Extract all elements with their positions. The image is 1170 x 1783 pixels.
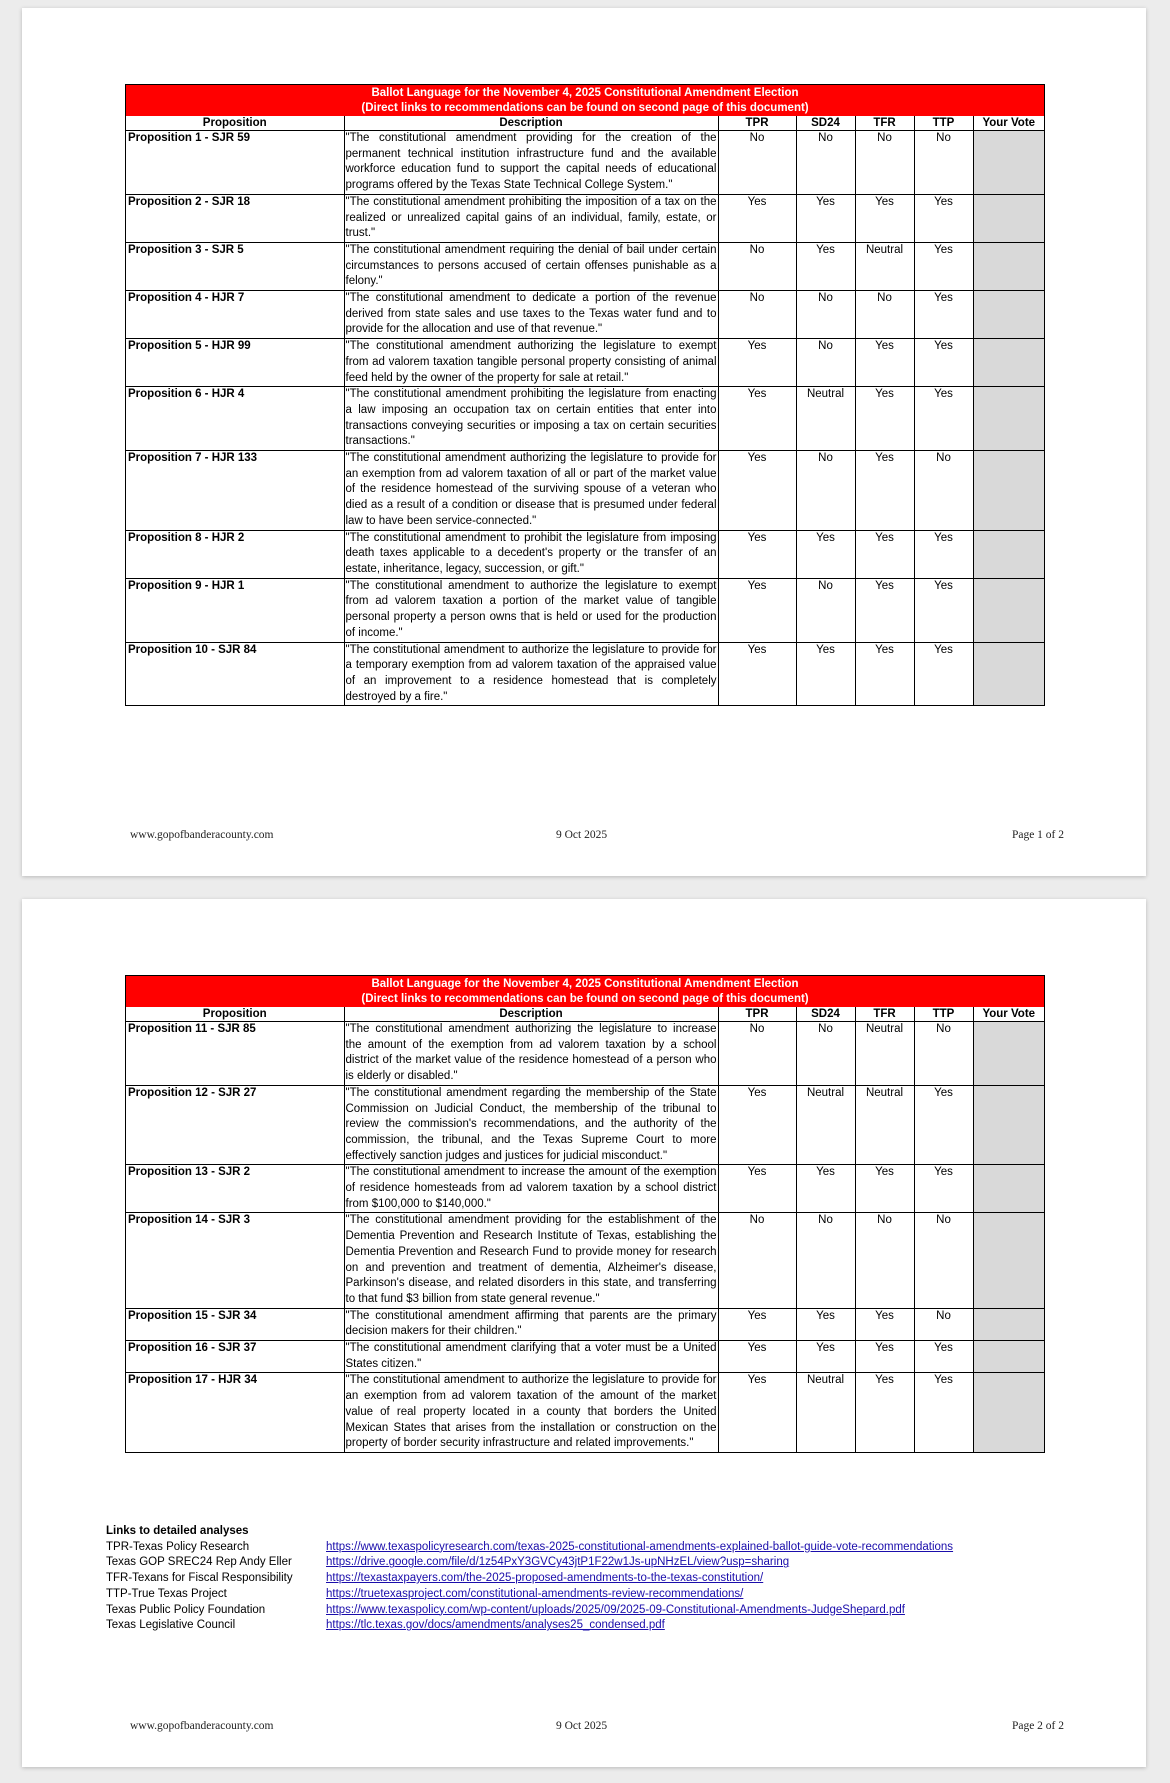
your-vote-cell[interactable]	[973, 530, 1044, 578]
description-cell: "The constitutional amendment providing for the creation of the permanent technical institution infrastructure fund and the available workforce education fund to support the capital needs of educational programs offered by the Texas State Technical College System."	[344, 131, 718, 195]
table-row	[126, 1308, 1044, 1340]
your-vote-cell[interactable]	[973, 1085, 1044, 1165]
description-cell: "The constitutional amendment to authorize the legislature to exempt from ad valorem taxation a portion of the market value of tangible personal property a person owns that is held or used for the production of income."	[344, 578, 718, 642]
sd24-cell: No	[796, 131, 855, 195]
table-row	[126, 642, 1044, 705]
your-vote-cell[interactable]	[973, 194, 1044, 242]
description-cell: "The constitutional amendment to authorize the legislature to provide for an exemption from ad valorem taxation of the amount of the market value of real property located in a county that borders the United Mexican States that arises from the installation or construction on the property of border security infrastructure and related improvements."	[344, 1373, 718, 1452]
link-label: Texas Public Policy Foundation	[106, 1603, 266, 1616]
ttp-cell: No	[914, 451, 973, 531]
your-vote-cell[interactable]	[973, 578, 1044, 642]
sd24-cell: Yes	[796, 642, 855, 705]
column-header-your-vote: Your Vote	[973, 116, 1044, 131]
proposition-cell: Proposition 1 - SJR 59	[126, 131, 344, 195]
ballot-title: Ballot Language for the November 4, 2025 Constitutional Amendment Election	[371, 87, 799, 99]
ballot-banner	[126, 976, 1044, 1007]
column-header-proposition: Proposition	[126, 116, 344, 131]
tpr-cell: No	[718, 242, 796, 290]
footer-site: www.gopofbanderacounty.com	[130, 829, 274, 841]
column-header-proposition: Proposition	[126, 1007, 344, 1022]
column-header-tpr: TPR	[718, 116, 796, 131]
your-vote-cell[interactable]	[973, 1341, 1044, 1373]
tpr-cell: Yes	[718, 1165, 796, 1213]
sd24-cell: Neutral	[796, 1373, 855, 1452]
ballot-subtitle: (Direct links to recommendations can be found on second page of this document)	[361, 993, 809, 1005]
footer-date: 9 Oct 2025	[556, 1720, 608, 1732]
tpr-cell: No	[718, 1022, 796, 1086]
link-row	[106, 1587, 953, 1603]
description-cell: "The constitutional amendment to dedicate a portion of the revenue derived from state sales and use taxes to the Texas water fund and to provide for the allocation and use of that revenue."	[344, 291, 718, 339]
header-row	[126, 116, 1044, 131]
sd24-cell: No	[796, 578, 855, 642]
tpr-cell: Yes	[718, 642, 796, 705]
ttp-cell: Yes	[914, 1165, 973, 1213]
link-row	[106, 1540, 953, 1556]
tfr-cell: Yes	[855, 1165, 914, 1213]
sd24-cell: Neutral	[796, 387, 855, 451]
ttp-cell: Yes	[914, 530, 973, 578]
ballot-table-page-2	[126, 1007, 1044, 1452]
table-row	[126, 1373, 1044, 1452]
description-cell: "The constitutional amendment prohibiting the legislature from enacting a law imposing an occupation tax on certain entities that enter into transactions conveying securities or imposing a tax on certain securities transactions."	[344, 387, 718, 451]
proposition-cell: Proposition 2 - SJR 18	[126, 194, 344, 242]
column-header-description: Description	[344, 1007, 718, 1022]
ttp-cell: No	[914, 1308, 973, 1340]
proposition-cell: Proposition 12 - SJR 27	[126, 1085, 344, 1165]
link-label: Texas Legislative Council	[106, 1619, 236, 1632]
link-url[interactable]: https://www.texaspolicy.com/wp-content/uploads/2025/09/2025-09-Constitutional-Amendments-JudgeShepard.pdf	[326, 1603, 905, 1616]
tpr-cell: Yes	[718, 578, 796, 642]
tpr-cell: Yes	[718, 451, 796, 531]
tpr-cell: Yes	[718, 194, 796, 242]
your-vote-cell[interactable]	[973, 451, 1044, 531]
tpr-cell: Yes	[718, 1341, 796, 1373]
tpr-cell: Yes	[718, 339, 796, 387]
ttp-cell: Yes	[914, 242, 973, 290]
tpr-cell: Yes	[718, 1308, 796, 1340]
description-cell: "The constitutional amendment prohibiting the imposition of a tax on the realized or unrealized capital gains of an individual, family, estate, or trust."	[344, 194, 718, 242]
table-row	[126, 1022, 1044, 1086]
ttp-cell: Yes	[914, 387, 973, 451]
table-row	[126, 242, 1044, 290]
sd24-cell: Yes	[796, 1341, 855, 1373]
tfr-cell: Neutral	[855, 242, 914, 290]
tfr-cell: Yes	[855, 530, 914, 578]
ttp-cell: Yes	[914, 1341, 973, 1373]
tpr-cell: Yes	[718, 1373, 796, 1452]
table-row	[126, 387, 1044, 451]
your-vote-cell[interactable]	[973, 131, 1044, 195]
table-row	[126, 1341, 1044, 1373]
sd24-cell: Yes	[796, 242, 855, 290]
tfr-cell: No	[855, 1213, 914, 1308]
links-section	[106, 1524, 953, 1634]
description-cell: "The constitutional amendment requiring the denial of bail under certain circumstances to persons accused of certain offenses punishable as a felony."	[344, 242, 718, 290]
proposition-cell: Proposition 11 - SJR 85	[126, 1022, 344, 1086]
table-row	[126, 1213, 1044, 1308]
proposition-cell: Proposition 7 - HJR 133	[126, 451, 344, 531]
sd24-cell: No	[796, 339, 855, 387]
tpr-cell: Yes	[718, 530, 796, 578]
document-page-1	[22, 8, 1146, 876]
ttp-cell: Yes	[914, 1085, 973, 1165]
your-vote-cell[interactable]	[973, 642, 1044, 705]
tfr-cell: Yes	[855, 642, 914, 705]
column-header-your-vote: Your Vote	[973, 1007, 1044, 1022]
description-cell: "The constitutional amendment affirming that parents are the primary decision makers for their children."	[344, 1308, 718, 1340]
proposition-cell: Proposition 5 - HJR 99	[126, 339, 344, 387]
tfr-cell: Neutral	[855, 1085, 914, 1165]
proposition-cell: Proposition 8 - HJR 2	[126, 530, 344, 578]
column-header-ttp: TTP	[914, 1007, 973, 1022]
tfr-cell: Neutral	[855, 1022, 914, 1086]
proposition-cell: Proposition 6 - HJR 4	[126, 387, 344, 451]
your-vote-cell[interactable]	[973, 1213, 1044, 1308]
sd24-cell: Yes	[796, 530, 855, 578]
proposition-cell: Proposition 9 - HJR 1	[126, 578, 344, 642]
description-cell: "The constitutional amendment to authorize the legislature to provide for a temporary exemption from ad valorem taxation of the appraised value of an improvement to a residence homestead that is completely destroyed by a fire."	[344, 642, 718, 705]
ttp-cell: Yes	[914, 291, 973, 339]
sd24-cell: Yes	[796, 194, 855, 242]
ballot-subtitle: (Direct links to recommendations can be found on second page of this document)	[361, 102, 809, 114]
sd24-cell: No	[796, 451, 855, 531]
proposition-cell: Proposition 17 - HJR 34	[126, 1373, 344, 1452]
ballot-sheet-page-1	[125, 84, 1045, 706]
tpr-cell: Yes	[718, 1085, 796, 1165]
tfr-cell: Yes	[855, 339, 914, 387]
ttp-cell: No	[914, 1213, 973, 1308]
table-row	[126, 1085, 1044, 1165]
table-row	[126, 131, 1044, 195]
your-vote-cell[interactable]	[973, 387, 1044, 451]
proposition-cell: Proposition 3 - SJR 5	[126, 242, 344, 290]
proposition-cell: Proposition 15 - SJR 34	[126, 1308, 344, 1340]
tfr-cell: Yes	[855, 578, 914, 642]
header-row	[126, 1007, 1044, 1022]
table-row	[126, 578, 1044, 642]
footer-page-number: Page 2 of 2	[1011, 1720, 1064, 1732]
sd24-cell: Yes	[796, 1165, 855, 1213]
description-cell: "The constitutional amendment to increase the amount of the exemption of residence homesteads from ad valorem taxation by a school district from $100,000 to $140,000."	[344, 1165, 718, 1213]
document-page-2	[22, 899, 1146, 1767]
link-row	[106, 1571, 953, 1587]
proposition-cell: Proposition 14 - SJR 3	[126, 1213, 344, 1308]
column-header-tfr: TFR	[855, 1007, 914, 1022]
tfr-cell: Yes	[855, 1308, 914, 1340]
link-label: TPR-Texas Policy Research	[106, 1540, 250, 1553]
description-cell: "The constitutional amendment providing for the establishment of the Dementia Prevention and Research Institute of Texas, establishing the Dementia Prevention and Research Fund to provide money for research on and prevention and treatment of dementia, Alzheimer's disease, Parkinson's disease, and related disorders in this state, and transferring to that fund $3 billion from state general revenue."	[344, 1213, 718, 1308]
ttp-cell: No	[914, 131, 973, 195]
tfr-cell: Yes	[855, 387, 914, 451]
link-label: TFR-Texans for Fiscal Responsibility	[106, 1572, 293, 1585]
ttp-cell: Yes	[914, 194, 973, 242]
table-row	[126, 339, 1044, 387]
tpr-cell: No	[718, 1213, 796, 1308]
link-url[interactable]: https://www.texaspolicyresearch.com/texas-2025-constitutional-amendments-explained-ballot-guide-vote-recommendations	[326, 1540, 954, 1553]
column-header-sd24: SD24	[796, 116, 855, 131]
your-vote-cell[interactable]	[973, 1022, 1044, 1086]
your-vote-cell[interactable]	[973, 1373, 1044, 1452]
ballot-table-page-1	[126, 116, 1044, 705]
tfr-cell: Yes	[855, 451, 914, 531]
your-vote-cell[interactable]	[973, 339, 1044, 387]
footer-page-number: Page 1 of 2	[1011, 829, 1064, 841]
column-header-description: Description	[344, 116, 718, 131]
link-url[interactable]: https://texastaxpayers.com/the-2025-proposed-amendments-to-the-texas-constitution/	[326, 1572, 764, 1585]
tpr-cell: No	[718, 291, 796, 339]
table-row	[126, 291, 1044, 339]
link-label: TTP-True Texas Project	[106, 1587, 227, 1600]
tfr-cell: Yes	[855, 1373, 914, 1452]
column-header-ttp: TTP	[914, 116, 973, 131]
ttp-cell: Yes	[914, 339, 973, 387]
link-label: Texas GOP SREC24 Rep Andy Eller	[106, 1556, 292, 1569]
link-row	[106, 1603, 953, 1619]
footer-date: 9 Oct 2025	[556, 829, 608, 841]
link-url[interactable]: https://truetexasproject.com/constitutional-amendments-review-recommendations/	[326, 1587, 744, 1600]
proposition-cell: Proposition 4 - HJR 7	[126, 291, 344, 339]
sd24-cell: Yes	[796, 1308, 855, 1340]
ballot-sheet-page-2	[125, 975, 1045, 1453]
proposition-cell: Proposition 10 - SJR 84	[126, 642, 344, 705]
ttp-cell: Yes	[914, 642, 973, 705]
your-vote-cell[interactable]	[973, 291, 1044, 339]
table-row	[126, 530, 1044, 578]
column-header-tfr: TFR	[855, 116, 914, 131]
your-vote-cell[interactable]	[973, 1308, 1044, 1340]
link-url[interactable]: https://drive.google.com/file/d/1z54PxY3GVCy43jtP1F22w1Js-upNHzEL/view?usp=sharing	[326, 1556, 790, 1569]
footer-site: www.gopofbanderacounty.com	[130, 1720, 274, 1732]
column-header-tpr: TPR	[718, 1007, 796, 1022]
description-cell: "The constitutional amendment authorizing the legislature to exempt from ad valorem taxation tangible personal property consisting of animal feed held by the owner of the property for sale at retail."	[344, 339, 718, 387]
tfr-cell: No	[855, 131, 914, 195]
links-title: Links to detailed analyses	[106, 1525, 249, 1537]
tfr-cell: Yes	[855, 194, 914, 242]
column-header-sd24: SD24	[796, 1007, 855, 1022]
ttp-cell: No	[914, 1022, 973, 1086]
link-row	[106, 1555, 953, 1571]
table-row	[126, 451, 1044, 531]
ballot-banner	[126, 85, 1044, 116]
description-cell: "The constitutional amendment regarding the membership of the State Commission on Judicial Conduct, the membership of the tribunal to review the commission's recommendations, and the authority of the commission, the tribunal, and the Texas Supreme Court to more effectively sanction judges and justices for judicial misconduct."	[344, 1085, 718, 1165]
sd24-cell: Neutral	[796, 1085, 855, 1165]
proposition-cell: Proposition 16 - SJR 37	[126, 1341, 344, 1373]
description-cell: "The constitutional amendment clarifying that a voter must be a United States citizen."	[344, 1341, 718, 1373]
sd24-cell: No	[796, 1022, 855, 1086]
ballot-title: Ballot Language for the November 4, 2025 Constitutional Amendment Election	[371, 978, 799, 990]
table-row	[126, 1165, 1044, 1213]
sd24-cell: No	[796, 291, 855, 339]
tfr-cell: Yes	[855, 1341, 914, 1373]
tfr-cell: No	[855, 291, 914, 339]
proposition-cell: Proposition 13 - SJR 2	[126, 1165, 344, 1213]
description-cell: "The constitutional amendment authorizing the legislature to provide for an exemption from ad valorem taxation of all or part of the market value of the residence homestead of the surviving spouse of a veteran who died as a result of a condition or disease that is presumed under federal law to have been service-connected."	[344, 451, 718, 531]
sd24-cell: No	[796, 1213, 855, 1308]
description-cell: "The constitutional amendment authorizing the legislature to increase the amount of the exemption from ad valorem taxation by a school district of the market value of the residence homestead of a person who is elderly or disabled."	[344, 1022, 718, 1086]
description-cell: "The constitutional amendment to prohibit the legislature from imposing death taxes applicable to a decedent's property or the transfer of an estate, inheritance, legacy, succession, or gift."	[344, 530, 718, 578]
tpr-cell: No	[718, 131, 796, 195]
your-vote-cell[interactable]	[973, 1165, 1044, 1213]
tpr-cell: Yes	[718, 387, 796, 451]
ttp-cell: Yes	[914, 578, 973, 642]
link-url[interactable]: https://tlc.texas.gov/docs/amendments/analyses25_condensed.pdf	[326, 1619, 665, 1632]
link-row	[106, 1618, 953, 1634]
your-vote-cell[interactable]	[973, 242, 1044, 290]
table-row	[126, 194, 1044, 242]
ttp-cell: Yes	[914, 1373, 973, 1452]
